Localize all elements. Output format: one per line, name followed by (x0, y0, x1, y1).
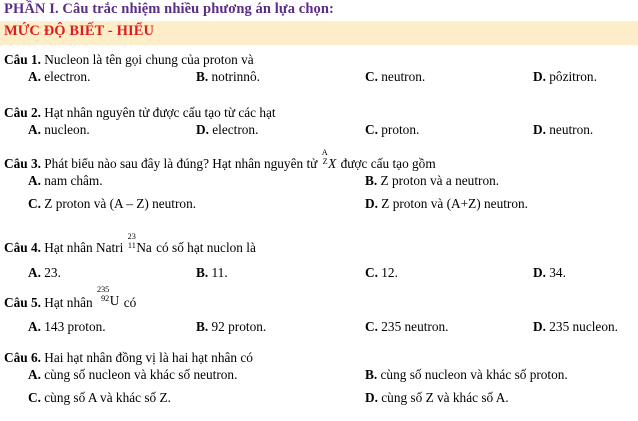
option-text: nam châm. (44, 173, 103, 189)
question-5-option-a[interactable] (28, 318, 106, 335)
nuclide-symbol: U (109, 293, 120, 309)
question-2-stem (4, 104, 634, 121)
option-text: 34. (549, 265, 566, 281)
nuclide-notation-na (127, 232, 152, 256)
option-text: Z proton và (A+Z) neutron. (381, 196, 528, 212)
option-letter: D. (533, 319, 546, 335)
option-text: 143 proton. (44, 319, 106, 335)
level-label: MỨC ĐỘ BIẾT - HIỂU (4, 23, 155, 39)
question-4-options (4, 264, 634, 287)
option-letter: A. (28, 173, 41, 189)
option-text: Z proton và (A – Z) neutron. (44, 196, 197, 212)
question-6-option-b[interactable] (365, 366, 568, 383)
question-1-option-c[interactable] (365, 68, 425, 85)
option-letter: C. (365, 265, 378, 281)
option-text: Z proton và a neutron. (380, 173, 500, 189)
question-6 (4, 349, 634, 412)
question-6-options-row-1 (4, 366, 634, 389)
question-6-text: Hai hạt nhân đồng vị là hai hạt nhân có (44, 350, 253, 365)
nuclide-mass-number: A (321, 148, 328, 157)
option-letter: B. (196, 319, 209, 335)
question-1-number: Câu 1. (4, 52, 41, 67)
option-text: electron. (44, 69, 91, 84)
question-4-text-after: có số hạt nuclon là (156, 240, 256, 256)
question-4-option-c[interactable] (365, 264, 398, 281)
option-text: cùng số nucleon và khác số proton. (380, 367, 568, 382)
part-heading: PHẦN I. Câu trắc nhiệm nhiều phương án lựa chọn: (4, 1, 334, 17)
nuclide-stack (127, 232, 136, 254)
question-1-option-b[interactable] (196, 68, 260, 85)
question-2-number: Câu 2. (4, 105, 41, 120)
nuclide-symbol: Na (136, 240, 152, 256)
option-letter: D. (196, 122, 209, 137)
option-text: 11. (211, 265, 228, 281)
option-letter: A. (28, 69, 41, 84)
option-letter: D. (533, 122, 546, 137)
question-6-options-row-2 (4, 389, 634, 412)
question-2-option-b[interactable] (196, 121, 258, 138)
question-2-option-d[interactable] (533, 121, 593, 138)
question-1-stem (4, 51, 634, 68)
option-letter: D. (365, 196, 378, 212)
question-3-text-before: Phát biểu nào sau đây là đúng? Hạt nhân nguyên tử (44, 156, 318, 172)
option-text: notrinnô. (211, 69, 260, 84)
nuclide-atomic-number: 11 (127, 241, 136, 251)
option-letter: B. (365, 367, 378, 382)
question-4-stem (4, 232, 634, 256)
option-text: proton. (381, 122, 420, 137)
option-letter: A. (28, 319, 41, 335)
question-2 (4, 104, 634, 144)
nuclide-symbol: X (328, 156, 337, 172)
question-3-text-after: được cấu tạo gồm (340, 156, 436, 172)
nuclide-mass-number: 235 (96, 285, 110, 294)
nuclide-mass-number: 23 (127, 232, 136, 241)
question-3-option-d[interactable] (365, 195, 528, 212)
option-text: cùng số A và khác số Z. (44, 390, 171, 405)
option-text: 235 neutron. (381, 319, 449, 335)
question-3-number: Câu 3. (4, 156, 41, 172)
question-5-option-c[interactable] (365, 318, 448, 335)
option-letter: C. (365, 319, 378, 335)
option-letter: B. (196, 69, 209, 84)
question-4-text-before: Hạt nhân Natri (44, 240, 124, 256)
question-1-text: Nucleon là tên gọi chung của proton và (44, 52, 254, 67)
option-letter: B. (365, 173, 378, 189)
question-3-option-b[interactable] (365, 172, 499, 189)
nuclide-atomic-number: 92 (101, 294, 110, 304)
option-text: cùng số nucleon và khác số neutron. (44, 367, 238, 382)
option-letter: B. (196, 265, 209, 281)
question-1-options (4, 68, 634, 91)
option-letter: A. (28, 265, 41, 281)
question-2-option-c[interactable] (365, 121, 419, 138)
option-letter: D. (533, 265, 546, 281)
question-3-options-row-1 (4, 172, 634, 195)
question-3-stem (4, 148, 634, 172)
question-5-option-d[interactable] (533, 318, 618, 335)
question-4-number: Câu 4. (4, 240, 41, 256)
option-text: 12. (381, 265, 398, 281)
option-text: 235 nucleon. (549, 319, 618, 335)
option-letter: C. (365, 69, 378, 84)
question-6-stem (4, 349, 634, 366)
question-1-option-a[interactable] (28, 68, 90, 85)
question-2-option-a[interactable] (28, 121, 90, 138)
question-1 (4, 51, 634, 91)
option-letter: D. (533, 69, 546, 84)
option-text: electron. (212, 122, 259, 137)
question-1-option-d[interactable] (533, 68, 597, 85)
option-text: cùng số Z và khác số A. (381, 390, 509, 405)
option-letter: A. (28, 367, 41, 382)
question-5-number: Câu 5. (4, 295, 41, 311)
question-5-stem (4, 285, 634, 311)
nuclide-notation-u (96, 285, 120, 309)
question-3-option-a[interactable] (28, 172, 103, 189)
question-3-options-row-2 (4, 195, 634, 218)
question-4-option-d[interactable] (533, 264, 566, 281)
question-4 (4, 232, 634, 287)
question-5-text-before: Hạt nhân (44, 295, 93, 311)
option-text: 92 proton. (211, 319, 267, 335)
option-text: neutron. (549, 122, 594, 137)
option-text: neutron. (381, 69, 426, 84)
question-5-text-after: có (123, 295, 137, 311)
question-6-option-c[interactable] (28, 389, 171, 406)
question-6-option-d[interactable] (365, 389, 509, 406)
option-letter: C. (28, 196, 41, 212)
option-text: 23. (44, 265, 61, 281)
option-letter: C. (365, 122, 378, 137)
question-2-options (4, 121, 634, 144)
question-4-option-b[interactable] (196, 264, 228, 281)
option-text: pôzitron. (549, 69, 597, 84)
nuclide-atomic-number: Z (322, 157, 328, 167)
option-letter: C. (28, 390, 41, 405)
nuclide-stack (321, 148, 328, 170)
question-3-option-c[interactable] (28, 195, 196, 212)
question-6-number: Câu 6. (4, 350, 41, 365)
question-2-text: Hạt nhân nguyên tử được cấu tạo từ các hạt (44, 105, 276, 120)
nuclide-stack (96, 285, 110, 307)
question-4-option-a[interactable] (28, 264, 61, 281)
option-letter: D. (365, 390, 378, 405)
question-6-option-a[interactable] (28, 366, 237, 383)
question-3 (4, 148, 634, 218)
question-5-options (4, 318, 634, 341)
option-letter: A. (28, 122, 41, 137)
option-text: nucleon. (44, 122, 90, 137)
nuclide-notation-x (321, 148, 337, 172)
question-5-option-b[interactable] (196, 318, 266, 335)
question-5 (4, 285, 634, 341)
